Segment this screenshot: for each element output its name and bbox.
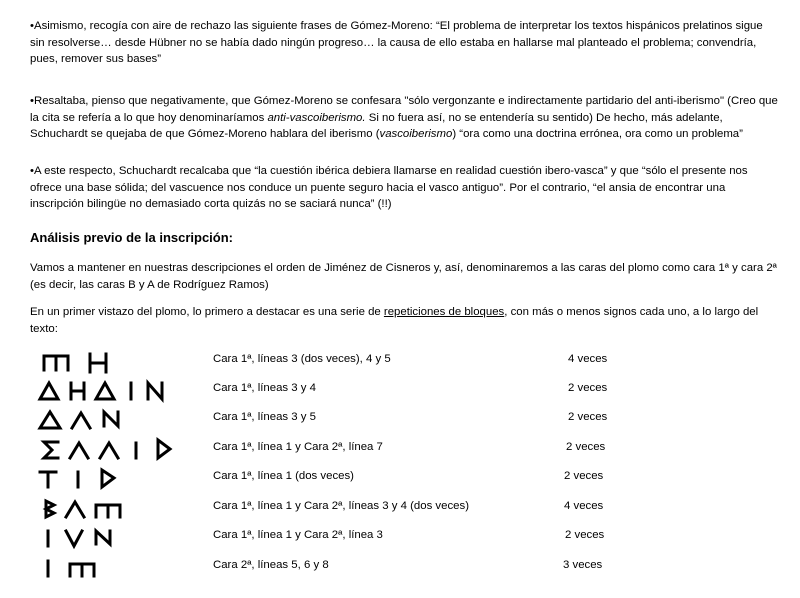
block-count: 2 veces	[564, 470, 604, 482]
block-reference: Cara 1ª, línea 1 (dos veces)	[213, 470, 354, 482]
paragraph-text: ) “ora como una doctrina errónea, ora como un problema”	[452, 128, 743, 140]
section-heading: Análisis previo de la inscripción:	[30, 230, 234, 245]
paragraph-text: Si no fuera así, no se entendería su sentido) De hecho, más adelante, Schuchardt se quejaba de que Gómez-Moreno hablara del iberismo (	[30, 111, 723, 140]
block-row	[0, 346, 800, 376]
block-count: 4 veces	[568, 353, 608, 365]
iberian-signs-image	[36, 346, 116, 374]
block-row	[0, 552, 800, 582]
paragraph-anti-iberismo	[30, 93, 780, 143]
iberian-signs-image	[36, 463, 136, 491]
block-reference: Cara 2ª, líneas 5, 6 y 8	[213, 559, 329, 571]
iberian-signs-image	[36, 404, 136, 432]
paragraph-text: •Asimismo, recogía con aire de rechazo las siguiente frases de Gómez-Moreno: “El problema de interpretar los textos hispánicos prelatinos sigue sin resolverse… desde Hübner no se había dado ningún progreso… la causa de ello estaba en hallarse mal planteado el problema; convendría, pues, remover sus bases”	[30, 20, 763, 65]
block-count: 4 veces	[564, 500, 604, 512]
iberian-signs-image	[36, 375, 176, 403]
emphasis-text: vascoiberismo	[379, 128, 453, 140]
block-reference: Cara 1ª, línea 1 y Cara 2ª, línea 7	[213, 441, 383, 453]
paragraph-text: En un primer vistazo del plomo, lo primero a destacar es una serie de	[30, 306, 384, 318]
paragraph-text: •A este respecto, Schuchardt recalcaba que “la cuestión ibérica debiera llamarse en realidad cuestión ibero-vasca” y que “sólo el presente nos ofrece una base sólida; del vascuence nos conduce un puente seguro hacia el vasco antiguo”. Por el contrario, “el ansia de encontrar una inscripción bilingüe no demasiado corta quizás no se saciará nunca” (!!)	[30, 165, 748, 210]
emphasis-text: anti-vascoiberismo.	[267, 111, 366, 124]
iberian-signs-image	[36, 434, 176, 462]
block-row	[0, 404, 800, 434]
block-count: 2 veces	[568, 411, 608, 423]
paragraph-text: •Resaltaba, pienso que negativamente, que Gómez-Moreno se confesara "sólo vergonzante e indirectamente partidario del anti-iberismo" (Creo que la cita se refería a lo que hoy denominaríamos	[30, 95, 778, 124]
block-reference: Cara 1ª, línea 1 y Cara 2ª, línea 3	[213, 529, 383, 541]
block-count: 2 veces	[566, 441, 606, 453]
paragraph-cuestion-iberica	[30, 163, 780, 213]
paragraph-text: Vamos a mantener en nuestras descripciones el orden de Jiménez de Cisneros y, así, denominaremos a las caras del plomo como cara 1ª y cara 2ª (es decir, las caras B y A de Rodríguez Ramos)	[30, 262, 777, 291]
underlined-text: repeticiones de bloques	[383, 306, 505, 318]
block-reference: Cara 1ª, líneas 3 (dos veces), 4 y 5	[213, 353, 391, 365]
block-row	[0, 434, 800, 464]
block-reference: Cara 1ª, líneas 3 y 5	[213, 411, 316, 423]
iberian-signs-image	[36, 552, 136, 580]
paragraph-text: , con más o menos signos cada uno, a lo largo del texto:	[30, 306, 759, 335]
iberian-signs-image	[36, 493, 136, 521]
block-row	[0, 493, 800, 523]
block-count: 3 veces	[563, 559, 603, 571]
paragraph-caras	[30, 260, 780, 293]
block-count: 2 veces	[568, 382, 608, 394]
paragraph-gomez-moreno-quote	[30, 18, 780, 68]
block-row	[0, 375, 800, 405]
block-row	[0, 463, 800, 493]
block-reference: Cara 1ª, líneas 3 y 4	[213, 382, 316, 394]
iberian-signs-image	[36, 522, 136, 550]
block-count: 2 veces	[565, 529, 605, 541]
block-reference: Cara 1ª, línea 1 y Cara 2ª, líneas 3 y 4 (dos veces)	[213, 500, 469, 512]
paragraph-repeticiones	[30, 304, 780, 337]
block-row	[0, 522, 800, 552]
